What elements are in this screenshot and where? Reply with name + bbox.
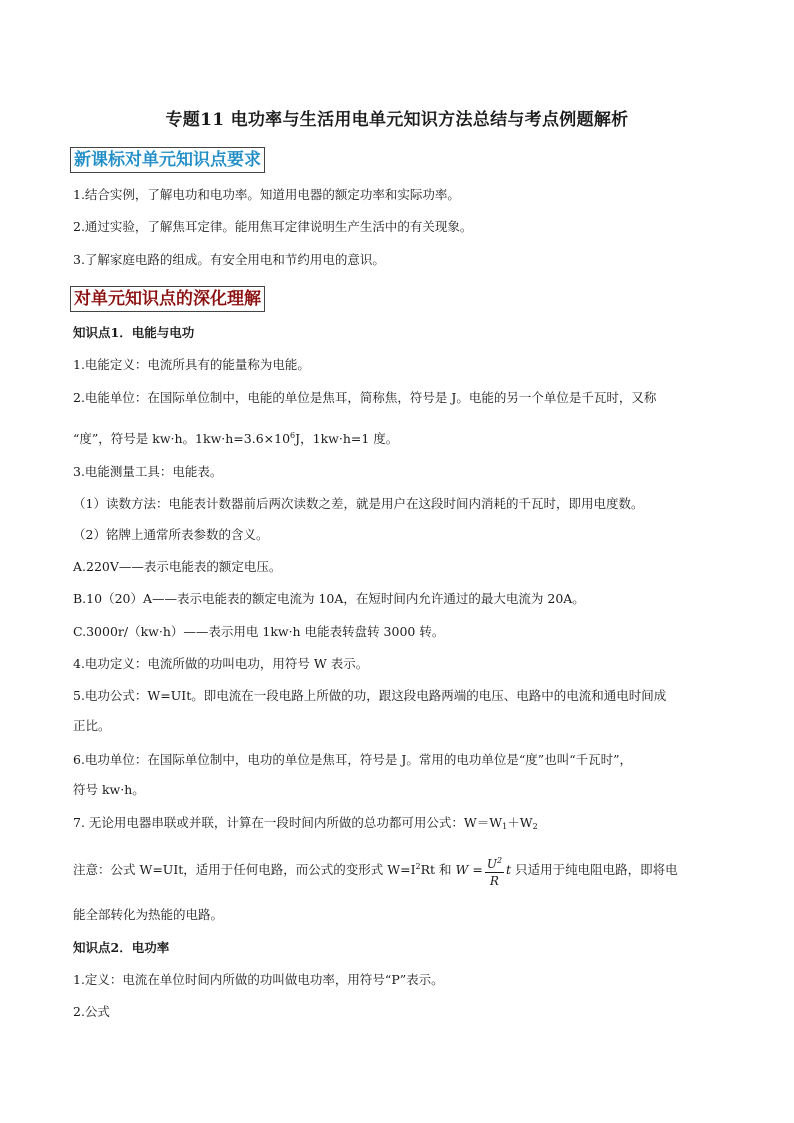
note-text-end: 只适用于纯电阻电路，即将电 bbox=[515, 862, 678, 877]
energy-unit-text-end: J，1kw·h=1 度。 bbox=[295, 431, 399, 446]
total-work-plus: ＋W bbox=[507, 815, 533, 830]
paragraph-reading-method: （1）读数方法：电能表计数器前后两次读数之差，就是用户在这段时间内消耗的千瓦时，即用电度数。 bbox=[73, 496, 644, 511]
paragraph-power-formula: 2.公式 bbox=[73, 1004, 110, 1019]
paragraph-energy-definition: 1.电能定义：电流所具有的能量称为电能。 bbox=[73, 357, 310, 372]
paragraph-work-definition: 4.电功定义：电流所做的功叫电功，用符号 W 表示。 bbox=[73, 656, 369, 671]
subscript-1: 1 bbox=[502, 822, 508, 831]
note-text-mid: Rt 和 bbox=[420, 862, 452, 877]
energy-unit-text: “度”，符号是 kw·h。1kw·h= bbox=[73, 431, 244, 446]
note-text: 注意：公式 W=UIt，适用于任何电路，而公式的变形式 W=I bbox=[73, 862, 416, 877]
paragraph-option-c: C.3000r/（kw·h）——表示用电 1kw·h 电能表转盘转 3000 转。 bbox=[73, 624, 445, 639]
note-formula-t: t bbox=[506, 862, 512, 877]
paragraph-work-unit: 6.电功单位：在国际单位制中，电功的单位是焦耳，符号是 J。常用的电功单位是“度”也叫“千瓦时”， bbox=[73, 752, 632, 767]
total-work-text: 7. 无论用电器串联或并联，计算在一段时间内所做的总功都可用公式：W＝W bbox=[73, 815, 503, 830]
paragraph-note bbox=[73, 850, 678, 889]
fraction-numerator: U bbox=[486, 856, 497, 871]
paragraph-nameplate: （2）铭牌上通常所表参数的含义。 bbox=[73, 527, 269, 542]
note-fraction bbox=[485, 853, 504, 889]
paragraph-work-formula: 5.电功公式：W=UIt。即电流在一段电路上所做的功，跟这段电路两端的电压、电路中的电流和通电时间成 bbox=[73, 688, 667, 703]
note-formula-lhs: W = bbox=[455, 862, 483, 877]
fraction-denominator: R bbox=[489, 873, 499, 888]
knowledge-point-1-title: 知识点1．电能与电功 bbox=[73, 325, 195, 340]
page-title: 专题11 电功率与生活用电单元知识方法总结与考点例题解析 bbox=[165, 110, 629, 130]
subscript-2: 2 bbox=[532, 822, 538, 831]
paragraph-energy-unit: 2.电能单位：在国际单位制中，电能的单位是焦耳，简称焦，符号是 J。电能的另一个单位是千瓦时，又称 bbox=[73, 390, 657, 405]
paragraph-option-b: B.10（20）A——表示电能表的额定电流为 10A，在短时间内允许通过的最大电流为 20A。 bbox=[73, 591, 585, 606]
paragraph-option-a: A.220V——表示电能表的额定电压。 bbox=[73, 559, 282, 574]
paragraph-work-unit-cont: 符号 kw·h。 bbox=[73, 782, 145, 797]
paragraph-energy-unit-cont bbox=[73, 427, 398, 448]
energy-unit-exponent: 6 bbox=[290, 431, 296, 440]
energy-unit-formula: 3.6×10 bbox=[243, 431, 291, 446]
curriculum-item-2: 2.通过实验，了解焦耳定律。能用焦耳定律说明生产生活中的有关现象。 bbox=[73, 219, 473, 234]
section-heading-understanding: 对单元知识点的深化理解 bbox=[70, 286, 265, 312]
paragraph-note-cont: 能全部转化为热能的电路。 bbox=[73, 907, 224, 922]
numerator-exponent: 2 bbox=[496, 855, 503, 865]
paragraph-power-definition: 1.定义：电流在单位时间内所做的功叫做电功率，用符号“P”表示。 bbox=[73, 972, 444, 987]
note-exponent: 2 bbox=[415, 862, 421, 871]
knowledge-point-2-title: 知识点2．电功率 bbox=[73, 940, 170, 955]
section-heading-curriculum: 新课标对单元知识点要求 bbox=[70, 147, 265, 173]
paragraph-meter: 3.电能测量工具：电能表。 bbox=[73, 464, 223, 479]
paragraph-work-formula-cont: 正比。 bbox=[73, 718, 111, 733]
curriculum-item-3: 3.了解家庭电路的组成。有安全用电和节约用电的意识。 bbox=[73, 252, 385, 267]
curriculum-item-1: 1.结合实例，了解电功和电功率。知道用电器的额定功率和实际功率。 bbox=[73, 187, 460, 202]
paragraph-total-work bbox=[73, 814, 538, 836]
